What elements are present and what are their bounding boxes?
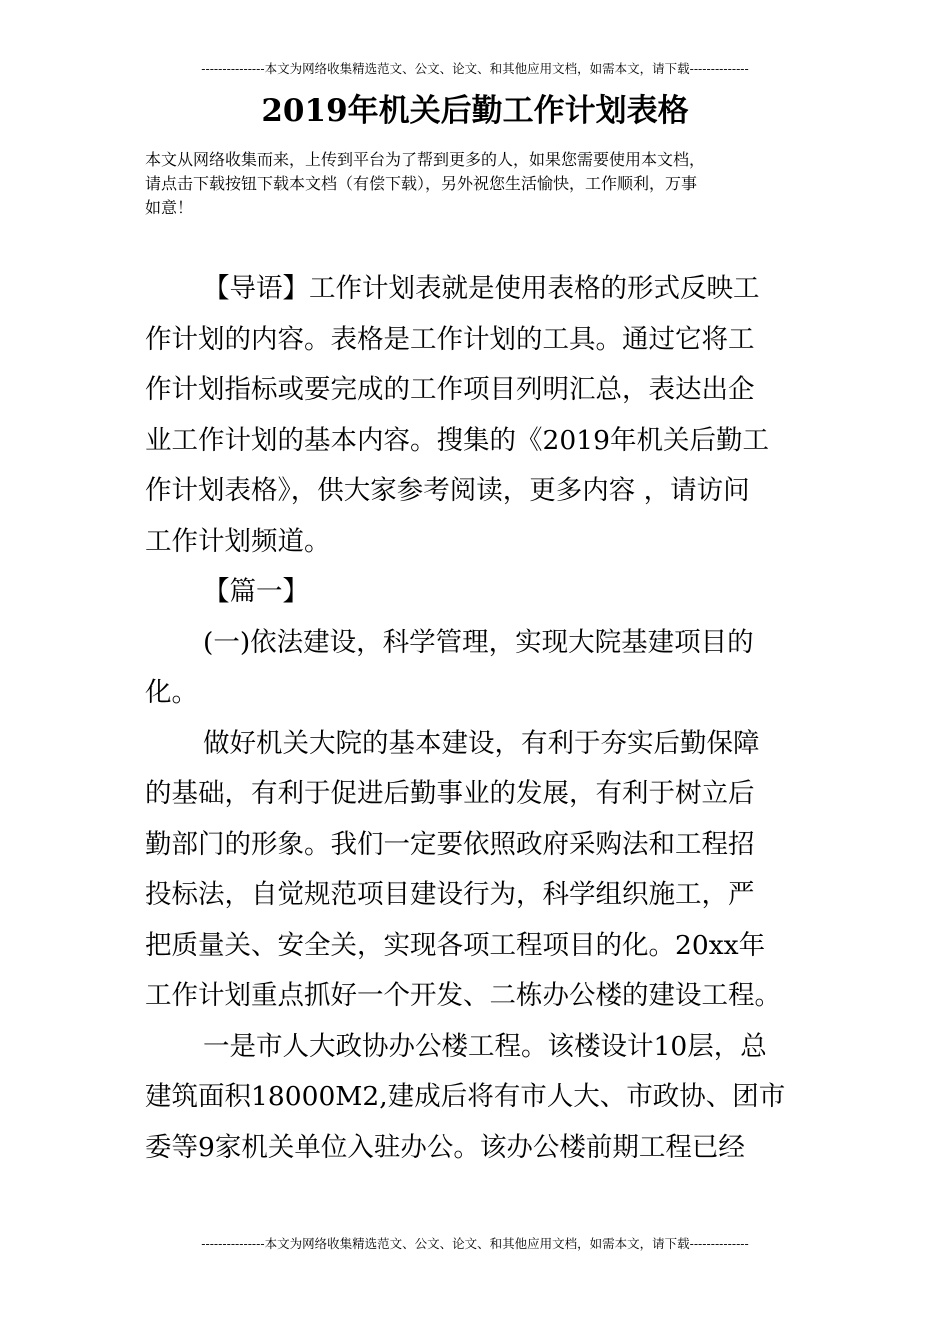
download-notice — [145, 148, 813, 220]
paragraph-line: 的基础，有利于促进后勤事业的发展，有利于树立后 — [145, 778, 755, 809]
notice-line: 如意！ — [145, 198, 194, 217]
paragraph-line: 把质量关、安全关，实现各项工程项目的化。20xx年 — [145, 929, 766, 961]
paragraph-line: 工作计划频道。 — [145, 525, 331, 557]
paragraph-line: (一)依法建设，科学管理，实现大院基建项目的 — [203, 626, 754, 658]
paragraph-line: 【导语】工作计划表就是使用表格的形式反映工 — [203, 273, 760, 304]
page-title: 2019年机关后勤工作计划表格 — [261, 93, 689, 129]
article-body — [145, 264, 815, 1173]
paragraph-line: 一是市人大政协办公楼工程。该楼设计10层，总 — [203, 1030, 767, 1062]
notice-line: 本文从网络收集而来，上传到平台为了帮到更多的人，如果您需要使用本文档， — [145, 150, 706, 169]
section-heading: 【篇一】 — [203, 576, 309, 607]
paragraph-line: 作计划表格》，供大家参考阅读，更多内容 ，请访问 — [145, 475, 750, 506]
paragraph-line: 投标法，自觉规范项目建设行为，科学组织施工，严 — [145, 879, 755, 910]
paragraph-line: 作计划的内容。表格是工作计划的工具。通过它将工 — [145, 323, 755, 355]
notice-line: 请点击下载按钮下载本文档（有偿下载），另外祝您生活愉快，工作顺利，万事 — [145, 174, 698, 193]
header-banner: ---------------本文为网络收集精选范文、公文、论文、和其他应用文档，如需本文，请下载-------------- — [201, 61, 749, 76]
footer-banner: ---------------本文为网络收集精选范文、公文、论文、和其他应用文档，如需本文，请下载-------------- — [201, 1236, 749, 1251]
paragraph-line: 做好机关大院的基本建设，有利于夯实后勤保障 — [203, 727, 760, 759]
paragraph-line: 工作计划重点抓好一个开发、二栋办公楼的建设工程。 — [145, 980, 781, 1011]
paragraph-line: 业工作计划的基本内容。搜集的《2019年机关后勤工 — [145, 424, 769, 456]
paragraph-line: 委等9家机关单位入驻办公。该办公楼前期工程已经 — [145, 1131, 745, 1163]
paragraph-line: 建筑面积18000M2,建成后将有市人大、市政协、团市 — [145, 1081, 786, 1112]
paragraph-line: 化。 — [145, 677, 198, 708]
paragraph-line: 作计划指标或要完成的工作项目列明汇总，表达出企 — [145, 374, 755, 405]
paragraph-line: 勤部门的形象。我们一定要依照政府采购法和工程招 — [145, 828, 755, 860]
